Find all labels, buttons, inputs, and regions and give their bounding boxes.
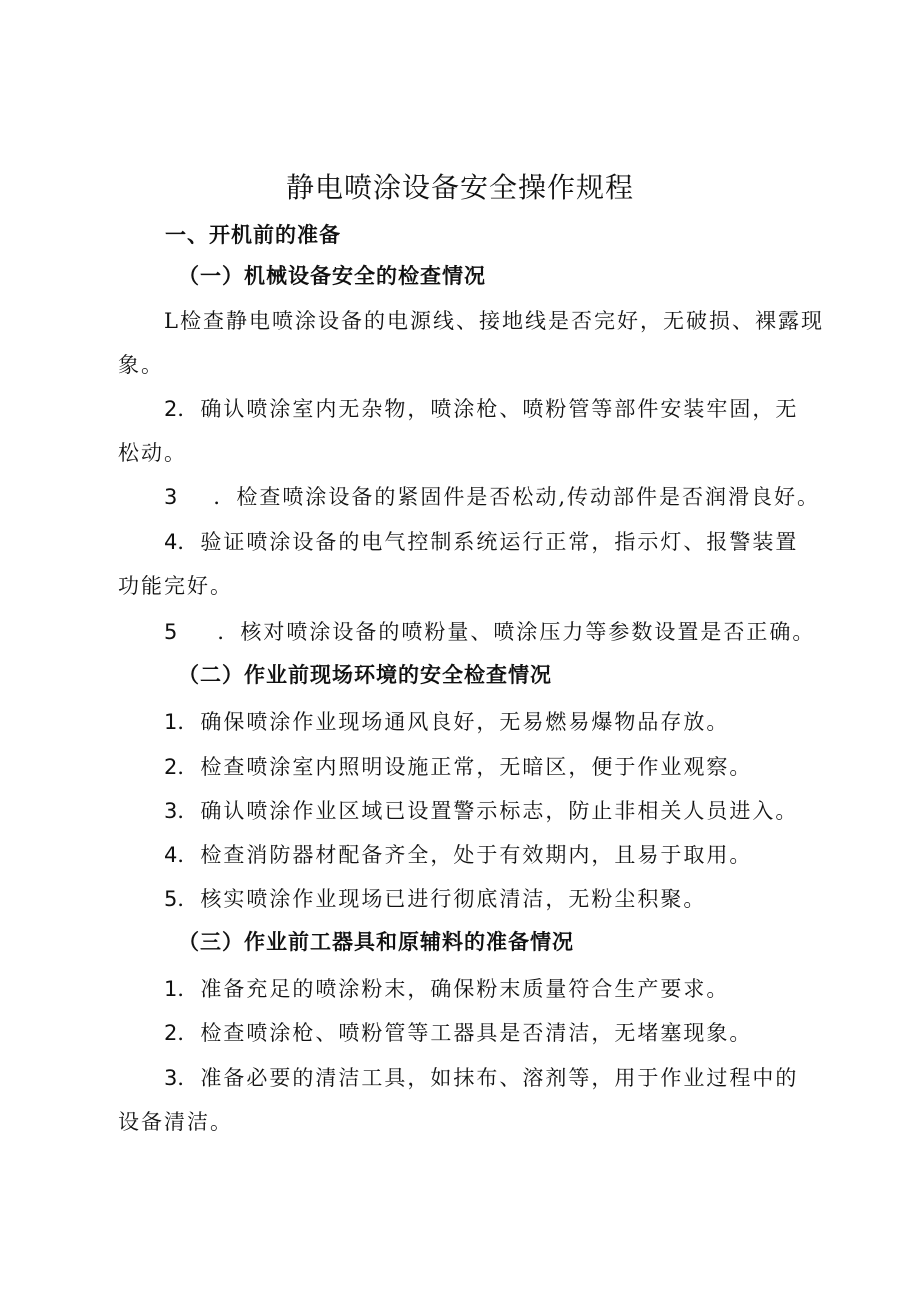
list-item	[118, 745, 823, 789]
item-number: 4	[164, 843, 178, 867]
document-title: 静电喷涂设备安全操作规程	[285, 171, 634, 204]
subsection-heading-tools-materials: （三）作业前工器具和原辅料的准备情况	[178, 930, 574, 954]
item-number: 4	[164, 530, 178, 554]
list-item	[118, 610, 823, 654]
item-text: ．检查喷涂枪、喷粉管等工器具是否清洁，无堵塞现象。	[177, 1021, 753, 1045]
item-text-continued: 设备清洁。	[118, 1110, 233, 1134]
item-text: ．检查喷涂室内照明设施正常，无暗区，便于作业观察。	[177, 755, 753, 779]
item-number: 2	[164, 1021, 178, 1045]
list-item	[118, 299, 823, 387]
item-number: 2	[164, 755, 178, 779]
item-number: 2	[164, 397, 178, 421]
list-item	[118, 877, 823, 921]
item-text-continued: 松动。	[118, 441, 187, 465]
list-item	[118, 1011, 823, 1055]
item-text: ．确认喷涂作业区域已设置警示标志，防止非相关人员进入。	[177, 799, 799, 823]
list-item	[118, 475, 823, 519]
item-number: 3	[164, 1066, 178, 1090]
item-number: 5	[164, 620, 178, 644]
item-text-continued: 象。	[118, 353, 164, 377]
item-text: ．准备充足的喷涂粉末，确保粉末质量符合生产要求。	[177, 977, 730, 1001]
item-text: ．核实喷涂作业现场已进行彻底清洁，无粉尘积聚。	[177, 887, 707, 911]
item-text: ．验证喷涂设备的电气控制系统运行正常，指示灯、报警装置	[177, 530, 799, 554]
subsection-heading-site-environment: （二）作业前现场环境的安全检查情况	[178, 663, 552, 687]
section-heading-pre-start: 一、开机前的准备	[165, 223, 341, 247]
item-text-continued: 功能完好。	[118, 574, 233, 598]
item-number: 3	[164, 485, 178, 509]
item-text: ．准备必要的清洁工具，如抹布、溶剂等，用于作业过程中的	[177, 1066, 799, 1090]
item-text: ．检查喷涂设备的紧固件是否松动,传动部件是否润滑良好。	[213, 485, 821, 509]
list-item	[118, 789, 823, 833]
list-item	[118, 520, 823, 608]
subsection-heading-mechanical-check: （一）机械设备安全的检查情况	[178, 264, 486, 288]
list-item	[118, 1056, 823, 1144]
item-number: 5	[164, 887, 178, 911]
item-text: ．确认喷涂室内无杂物，喷涂枪、喷粉管等部件安装牢固，无	[177, 397, 799, 421]
list-item	[118, 967, 823, 1011]
list-item	[118, 700, 823, 744]
list-item	[118, 387, 823, 475]
item-text: ．核对喷涂设备的喷粉量、喷涂压力等参数设置是否正确。	[217, 620, 816, 644]
list-item	[118, 833, 823, 877]
item-text: L检查静电喷涂设备的电源线、接地线是否完好，无破损、裸露现	[164, 309, 824, 333]
item-number: 3	[164, 799, 178, 823]
item-number: 1	[164, 710, 178, 734]
item-number: 1	[164, 977, 178, 1001]
item-text: ．确保喷涂作业现场通风良好，无易燃易爆物品存放。	[177, 710, 730, 734]
item-text: ．检查消防器材配备齐全，处于有效期内，且易于取用。	[177, 843, 753, 867]
